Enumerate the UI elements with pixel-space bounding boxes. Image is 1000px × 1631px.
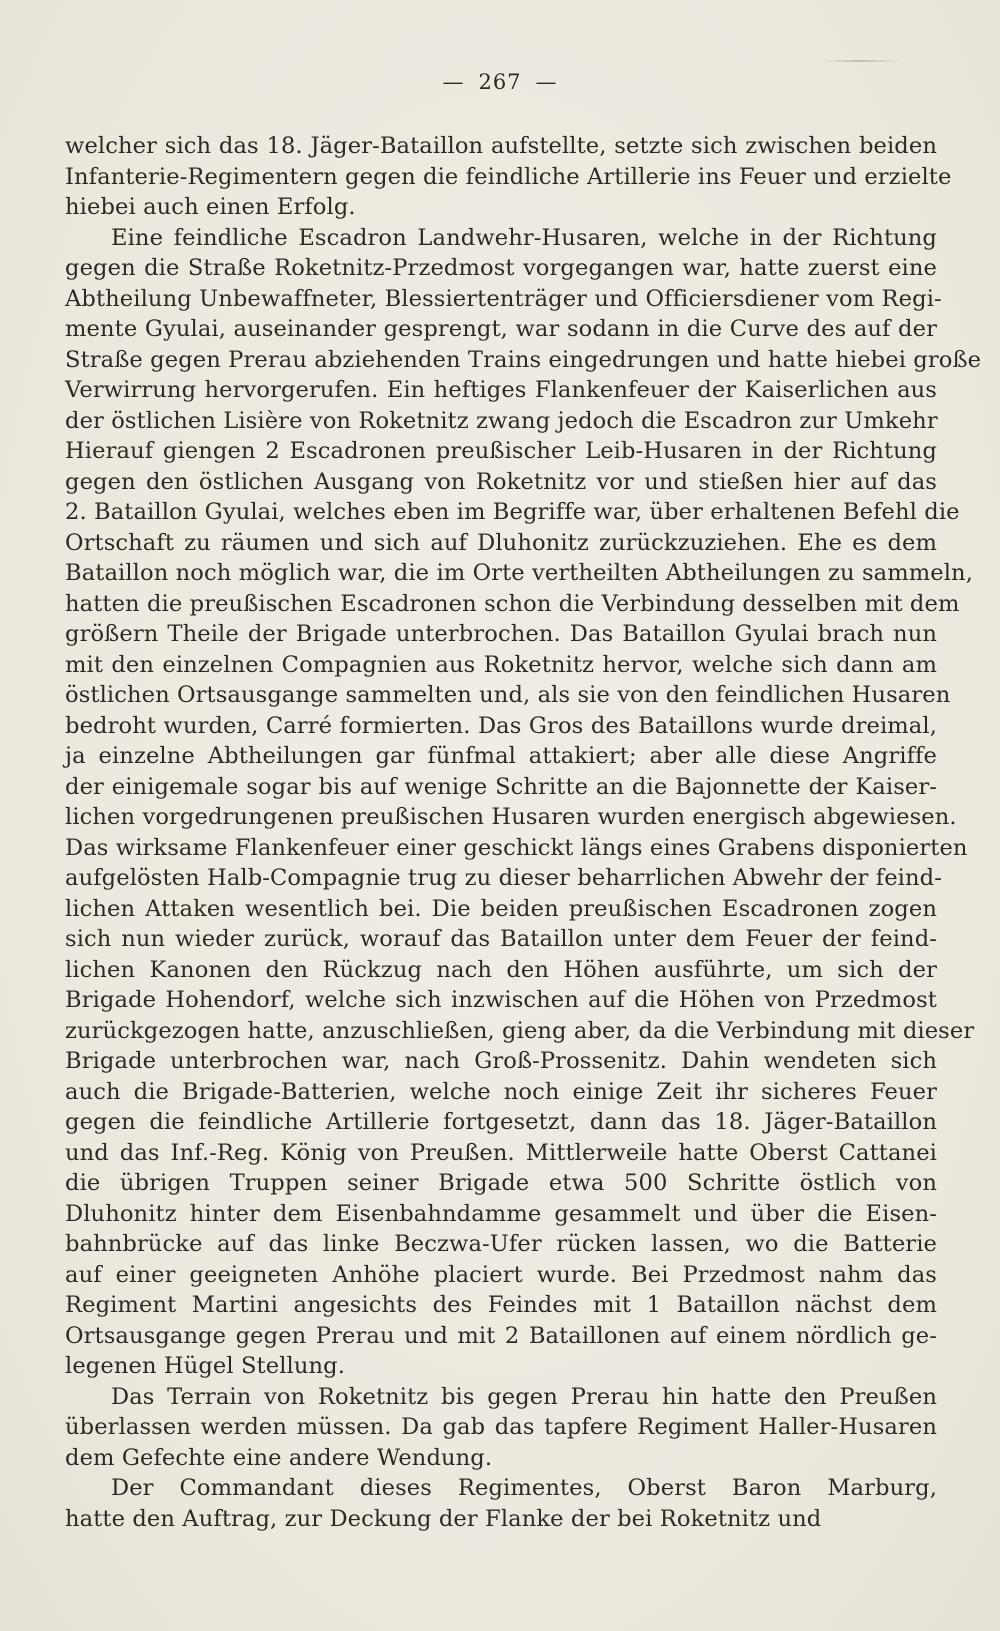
text-line: auf einer geeigneten Anhöhe placiert wurde. Bei Przedmost nahm das [65,1261,937,1288]
text-line: Ortsausgange gegen Prerau und mit 2 Bataillonen auf einem nördlich ge- [65,1322,937,1349]
text-line: östlichen Ortsausgange sammelten und, als sie von den feindlichen Husaren [65,682,951,708]
text-line: Hierauf giengen 2 Escadronen preußischer Leib-Husaren in der Richtung [65,438,937,464]
text-line: mit den einzelnen Compagnien aus Roketnitz hervor, welche sich dann am [65,651,937,678]
text-line: Das wirksame Flankenfeuer einer geschickt längs eines Grabens disponierten [65,834,968,861]
body-text [65,131,982,1534]
text-line: legenen Hügel Stellung. [65,1353,346,1379]
text-line: Der Commandant dieses Regimentes, Oberst Baron Marburg, [111,1475,937,1501]
margin-pencil-mark [820,60,898,62]
text-line: aufgelösten Halb-Compagnie trug zu dieser beharrlichen Abwehr der feind- [65,865,942,891]
text-line: lichen vorgedrungenen preußischen Husaren wurden energisch abgewiesen. [65,804,957,830]
text-line: gegen den östlichen Ausgang von Roketnitz vor und stießen hier auf das [65,468,937,495]
text-line: Verwirrung hervorgerufen. Ein heftiges Flankenfeuer der Kaiserlichen aus [65,377,937,403]
paragraph [65,1382,937,1474]
text-line: hatten die preußischen Escadronen schon die Verbindung desselben mit dem [65,590,960,617]
text-line: Das Terrain von Roketnitz bis gegen Prerau hin hatte den Preußen [111,1383,937,1410]
text-line: die übrigen Truppen seiner Brigade etwa 500 Schritte östlich von [65,1170,937,1196]
text-line: hatte den Auftrag, zur Deckung der Flanke der bei Roketnitz und [65,1505,822,1532]
text-line: mente Gyulai, auseinander gesprengt, war sodann in die Curve des auf der [65,316,937,342]
text-line: auch die Brigade-Batterien, welche noch einige Zeit ihr sicheres Feuer [65,1078,937,1105]
text-line: lichen Kanonen den Rückzug nach den Höhen ausführte, um sich der [65,956,937,983]
text-line: Straße gegen Prerau abziehenden Trains eingedrungen und hatte hiebei große [65,346,982,373]
text-line: bedroht wurden, Carré formierten. Das Gros des Bataillons wurde dreimal, [65,712,937,739]
text-line: Eine feindliche Escadron Landwehr-Husaren, welche in der Richtung [111,224,937,251]
text-line: ja einzelne Abtheilungen gar fünfmal attakiert; aber alle diese Angriffe [65,743,937,769]
text-line: zurückgezogen hatte, anzuschließen, gieng aber, da die Verbindung mit dieser [65,1017,975,1044]
text-line: sich nun wieder zurück, worauf das Bataillon unter dem Feuer der feind- [65,926,937,952]
text-line: Regiment Martini angesichts des Feindes mit 1 Bataillon nächst dem [65,1292,937,1318]
header-dash-left: — [442,70,465,94]
text-line: hiebei auch einen Erfolg. [65,194,356,220]
text-line: Infanterie-Regimentern gegen die feindliche Artillerie ins Feuer und erzielte [65,163,952,190]
text-line: Bataillon noch möglich war, die im Orte vertheilten Abtheilungen zu sammeln, [65,560,973,586]
text-line: überlassen werden müssen. Da gab das tapfere Regiment Haller-Husaren [65,1414,937,1440]
text-line: welcher sich das 18. Jäger-Bataillon aufstellte, setzte sich zwischen beiden [65,133,937,159]
page-number: 267 [478,70,522,94]
text-line: der östlichen Lisière von Roketnitz zwang jedoch die Escadron zur Umkehr [65,407,938,434]
text-line: Abtheilung Unbewaffneter, Blessiertenträger und Officiersdiener vom Regi- [65,285,942,312]
text-line: und das Inf.-Reg. König von Preußen. Mittlerweile hatte Oberst Cattanei [65,1139,937,1166]
paragraph [65,223,982,1382]
text-line: dem Gefechte eine andere Wendung. [65,1444,493,1471]
header-dash-right: — [535,70,558,94]
text-line: lichen Attaken wesentlich bei. Die beiden preußischen Escadronen zogen [65,895,937,922]
text-line: gegen die feindliche Artillerie fortgesetzt, dann das 18. Jäger-Bataillon [65,1109,937,1135]
text-line: Brigade Hohendorf, welche sich inzwischen auf die Höhen von Przedmost [65,987,937,1013]
text-line: bahnbrücke auf das linke Beczwa-Ufer rücken lassen, wo die Batterie [65,1231,937,1257]
page-header [0,70,1000,94]
text-line: der einigemale sogar bis auf wenige Schritte an die Bajonnette der Kaiser- [65,773,937,800]
paragraph [65,131,952,223]
text-line: gegen die Straße Roketnitz-Przedmost vorgegangen war, hatte zuerst eine [65,255,937,281]
text-line: Ortschaft zu räumen und sich auf Dluhonitz zurückzuziehen. Ehe es dem [65,529,937,556]
paragraph [65,1473,937,1534]
text-line: Dluhonitz hinter dem Eisenbahndamme gesammelt und über die Eisen- [65,1200,937,1227]
text-line: größern Theile der Brigade unterbrochen. Das Bataillon Gyulai brach nun [65,621,937,647]
text-line: 2. Bataillon Gyulai, welches eben im Begriffe war, über erhaltenen Befehl die [65,499,960,525]
text-line: Brigade unterbrochen war, nach Groß-Prossenitz. Dahin wendeten sich [65,1048,937,1074]
